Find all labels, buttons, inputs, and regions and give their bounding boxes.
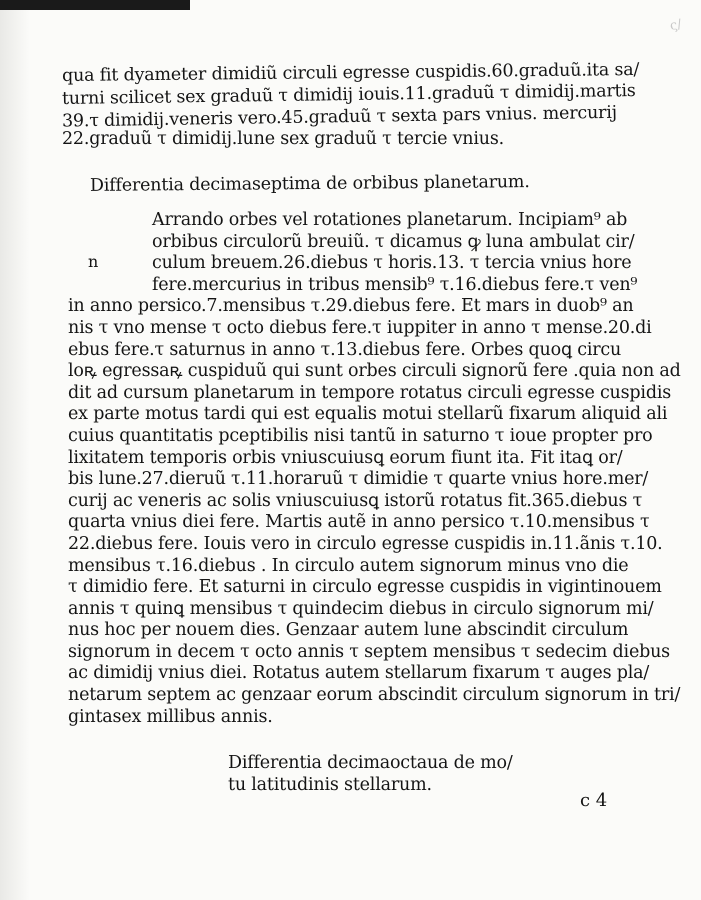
text-line: ex parte motus tardi qui est equalis motui stellarũ fixarum aliquid ali [68,404,668,425]
text-line: in anno persico.7.mensibus τ.29.diebus fere. Et mars in duob⁹ an [68,296,634,317]
page-gutter-shadow [0,0,30,900]
text-line: turni scilicet sex graduũ τ dimidij iouis.11.graduũ τ dimidij.martis [61,81,636,110]
text-line: netarum septem ac genzaar eorum abscindit circulum signorum in tri/ [68,685,681,706]
text-line: quarta vnius diei fere. Martis autẽ in anno persico τ.10.mensibus τ [68,512,650,533]
text-line: orbibus circulorũ breuiũ. τ dicamus ꝙ luna ambulat cir/ [152,231,635,252]
text-line: lixitatem temporis orbis vniuscuiusꝗ eorum fiunt ita. Fit itaꝗ or/ [68,447,623,468]
guide-letter: n [88,252,99,271]
text-line: ac dimidij vnius diei. Rotatus autem stellarum fixarum τ auges pla/ [68,663,650,684]
text-line: culum breuem.26.diebus τ horis.13. τ tercia vnius hore [152,253,632,274]
text-line: cuius quantitatis pceptibilis nisi tantũ in saturno τ ioue propter pro [68,425,653,446]
section-heading-17: Differentia decimaseptima de orbibus planetarum. [89,172,530,196]
heading-line: Differentia decimaoctaua de mo/ [228,753,513,773]
text-line: nis τ vno mense τ octo diebus fere.τ iuppiter in anno τ mense.20.di [68,317,652,338]
text-line: ebus fere.τ saturnus in anno τ.13.diebus fere. Orbes quoꝗ circu [68,339,622,360]
text-line: 22.diebus fere. Iouis vero in circulo egresse cuspidis in.11.ãnis τ.10. [68,533,663,554]
paragraph-top [61,59,640,150]
text-line: dit ad cursum planetarum in tempore rotatus circuli egresse cuspidis [68,382,671,403]
text-line: nus hoc per nouem dies. Genzaar autem lune abscindit circulum [68,620,629,641]
faint-margin-mark: ς/ [668,16,684,35]
paragraph-orbits [68,210,701,728]
text-line: curij ac veneris ac solis vniuscuiusꝗ istorũ rotatus fit.365.diebus τ [68,490,643,511]
text-line: annis τ quinꝗ mensibus τ quindecim diebus in circulo signorum mi/ [68,598,654,619]
text-line: 39.τ dimidij.veneris vero.45.graduũ τ sexta pars vnius. mercurij [61,102,618,132]
text-line: signorum in decem τ octo annis τ septem mensibus τ sedecim diebus [68,641,670,662]
text-line: qua fit dyameter dimidiũ circuli egresse cuspidis.60.graduũ.ita sa/ [61,59,640,87]
text-line: bis lune.27.dieruũ τ.11.horaruũ τ dimidie τ quarte vnius hore.mer/ [68,469,649,490]
text-line: 22.graduũ τ dimidij.lune sex graduũ τ tercie vnius. [62,129,504,149]
text-line: gintasex millibus annis. [68,706,273,727]
text-line: Arrando orbes vel rotationes planetarum. Incipiam⁹ ab [152,210,628,230]
signature-mark: c 4 [580,790,608,811]
section-heading-18 [228,752,513,796]
text-line: fere.mercurius in tribus mensib⁹ τ.16.diebus fere.τ ven⁹ [152,274,638,295]
text-line: mensibus τ.16.diebus . In circulo autem signorum minus vno die [68,555,629,576]
text-line: loꝶ egressaꝶ cuspiduũ qui sunt orbes circuli signorũ fere .quia non ad [68,361,681,382]
text-line: τ dimidio fere. Et saturni in circulo egresse cuspidis in vigintinouem [68,577,662,598]
scan-edge-bar [0,0,190,10]
heading-line: tu latitudinis stellarum. [228,775,432,795]
